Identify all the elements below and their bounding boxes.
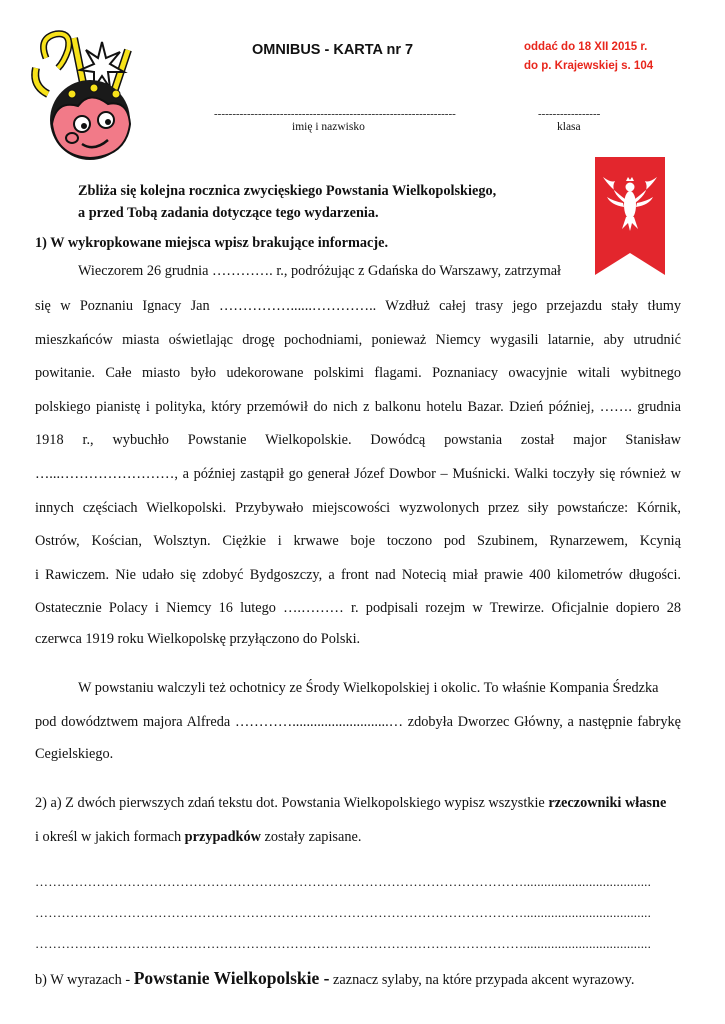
paragraph-2-line-1: W powstaniu walczyli też ochotnicy ze Środy Wielkopolskiej i okolic. To właśnie Kompania Średzka <box>78 680 659 696</box>
intro-line-1: Zbliża się kolejna rocznica zwycięskiego Powstania Wielkopolskiego, <box>78 183 497 199</box>
task-2a-keyword-2: przypadków <box>184 829 261 845</box>
paragraph-1 <box>35 290 681 626</box>
paragraph-1-line-4: powitanie. Całe miasto było udekorowane polskimi flagami. Poznaniacy owacyjnie witali wybitnego <box>35 365 681 382</box>
name-caption: imię i nazwisko <box>292 121 365 133</box>
class-caption: klasa <box>557 121 581 133</box>
paragraph-1-line-11: Ostatecznie Polacy i Niemcy 16 lutego ….……… r. podpisali rozejm w Trewirze. Oficjalnie dopiero 28 <box>35 600 681 617</box>
paragraph-1-line-5: polskiego pianistę i polityka, który przemówił do nich z balkonu hotelu Bazar. Dzień później, ……. grudnia <box>35 398 681 415</box>
task-2a-line-2 <box>35 829 361 846</box>
paragraph-1-line-8: innych częściach Wielkopolski. Przybywało miejscowości wyzwolonych przez siły powstańcze: Kórnik, <box>35 499 681 516</box>
task-2b-words: Powstanie Wielkopolskie - <box>133 968 330 988</box>
polish-eagle-emblem <box>595 157 665 275</box>
deadline-teacher: do p. Krajewskiej s. 104 <box>524 60 654 72</box>
paragraph-1-line-6: 1918 r., wybuchło Powstanie Wielkopolskie. Dowódcą powstania został major Stanisław <box>35 432 681 449</box>
answer-line-3[interactable]: …………………………………………………………………………………………………..................................... <box>35 936 652 951</box>
task-2a-text-2: i określ w jakich formach <box>35 829 185 845</box>
task-2a-keyword: rzeczowniki własne <box>548 795 667 811</box>
paragraph-1-line-2: się w Poznaniu Ignacy Jan ……………......………….. Wzdłuż całej trasy jego przejazdu stały tłumy <box>35 298 681 314</box>
paragraph-2-line-3: Cegielskiego. <box>35 746 114 762</box>
paragraph-1-line-1: Wieczorem 26 grudnia …………. r., podróżując z Gdańska do Warszawy, zatrzymał <box>78 263 562 279</box>
deadline-date: oddać do 18 XII 2015 r. <box>524 41 648 53</box>
task-2a-line-1 <box>35 795 666 812</box>
task-2a-text-3: zostały zapisane. <box>260 829 362 845</box>
paragraph-1-line-12: czerwca 1919 roku Wielkopolskę przyłączono do Polski. <box>35 631 361 647</box>
name-field-line: ------------------------------------------------------------------ <box>214 108 456 120</box>
task-2b-text-2: zaznacz sylaby, na które przypada akcent wyrazowy. <box>329 972 635 988</box>
task-2b <box>35 968 634 989</box>
answer-line-1[interactable]: …………………………………………………………………………………………………..................................... <box>35 874 652 889</box>
paragraph-1-line-9: Ostrów, Kościan, Wolsztyn. Ciężkie i krwawe boje toczono pod Szubinem, Rynarzewem, Kcynią <box>35 533 681 550</box>
answer-line-2[interactable]: …………………………………………………………………………………………………..................................... <box>35 905 652 920</box>
class-field-line: ----------------- <box>538 108 601 120</box>
paragraph-2 <box>35 706 681 740</box>
paragraph-1-line-7: …...……………………, a później zastąpił go generał Józef Dowbor – Muśnicki. Walki toczyły się również w <box>35 465 681 482</box>
paragraph-1-line-10: i Rawiczem. Nie udało się zdobyć Bydgoszczy, a front nad Notecią miał prawie 400 kilometrów długości. <box>35 566 681 583</box>
intro-line-2: a przed Tobą zadania dotyczące tego wydarzenia. <box>78 205 379 221</box>
task-2a-text: 2) a) Z dwóch pierwszych zdań tekstu dot. Powstania Wielkopolskiego wypisz wszystkie <box>35 795 549 811</box>
omnibus-mascot-logo <box>28 28 156 162</box>
paragraph-1-line-3: mieszkańców miasta oświetlając drogę pochodniami, ponieważ Niemcy wygasili latarnie, aby utrudnić <box>35 331 681 348</box>
task-1-heading: 1) W wykropkowane miejsca wpisz brakujące informacje. <box>35 235 389 251</box>
task-2b-text: b) W wyrazach - <box>35 972 134 988</box>
paragraph-2-line-2: pod dowództwem majora Alfreda …………...........................… zdobyła Dworzec Główny, a następnie fabrykę <box>35 714 681 730</box>
worksheet-title: OMNIBUS - KARTA nr 7 <box>252 42 414 58</box>
